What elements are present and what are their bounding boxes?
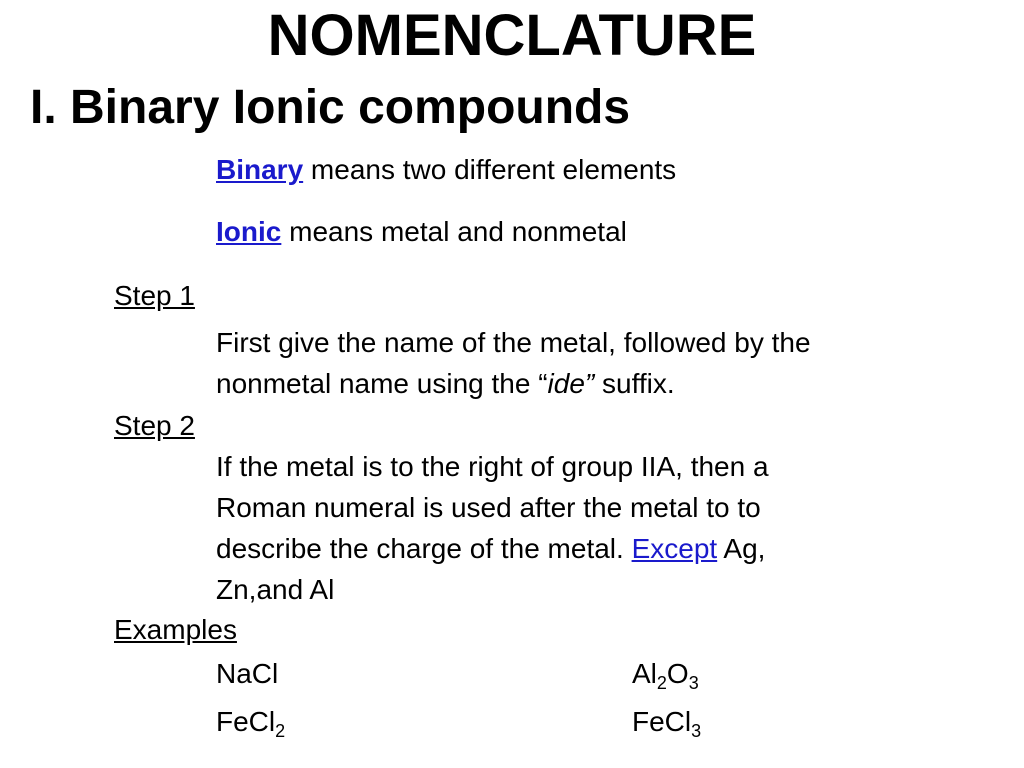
definition-ionic-text: means metal and nonmetal — [281, 216, 627, 247]
example-fecl3 — [632, 706, 702, 741]
step-2-line-2: Roman numeral is used after the metal to to — [216, 492, 761, 523]
step-2-line-4: Zn,and Al — [216, 574, 335, 605]
ide-suffix: ide” — [547, 368, 595, 399]
step-2-label: Step 2 — [114, 410, 195, 441]
step-1-line-2-before: nonmetal name using the “ — [216, 368, 548, 399]
example-fecl2 — [216, 706, 286, 741]
formula-part: Al — [632, 658, 657, 689]
step-1-label: Step 1 — [114, 280, 195, 311]
definition-binary-text: means two different elements — [303, 154, 677, 185]
step-2-line-3-after: Ag, — [717, 533, 766, 564]
formula-subscript: 3 — [688, 673, 699, 693]
step-2-text — [216, 446, 769, 610]
formula-subscript: 2 — [275, 721, 286, 741]
step-2-line-1: If the metal is to the right of group IIA, then a — [216, 451, 769, 482]
formula-part: O — [666, 658, 689, 689]
formula-subscript: 3 — [691, 721, 702, 741]
definition-ionic — [216, 216, 627, 248]
examples-label: Examples — [114, 614, 237, 645]
example-al2o3 — [632, 658, 699, 693]
step-1-text — [216, 322, 811, 404]
example-nacl: NaCl — [216, 658, 279, 689]
step-2-line-3 — [216, 528, 769, 569]
step-1-line-2-after: suffix. — [594, 368, 675, 399]
step-2-line-3-before: describe the charge of the metal. — [216, 533, 632, 564]
section-heading: I. Binary Ionic compounds — [30, 81, 631, 134]
ionic-link[interactable]: Ionic — [216, 216, 282, 247]
binary-link[interactable]: Binary — [216, 154, 304, 185]
formula-part: FeCl — [632, 706, 692, 737]
step-1-line-1: First give the name of the metal, followed by the — [216, 327, 811, 358]
step-1-line-2 — [216, 363, 811, 404]
slide-title: NOMENCLATURE — [267, 3, 757, 68]
formula-part: FeCl — [216, 706, 276, 737]
except-link[interactable]: Except — [631, 533, 718, 564]
formula-subscript: 2 — [656, 673, 667, 693]
definition-binary — [216, 154, 676, 186]
